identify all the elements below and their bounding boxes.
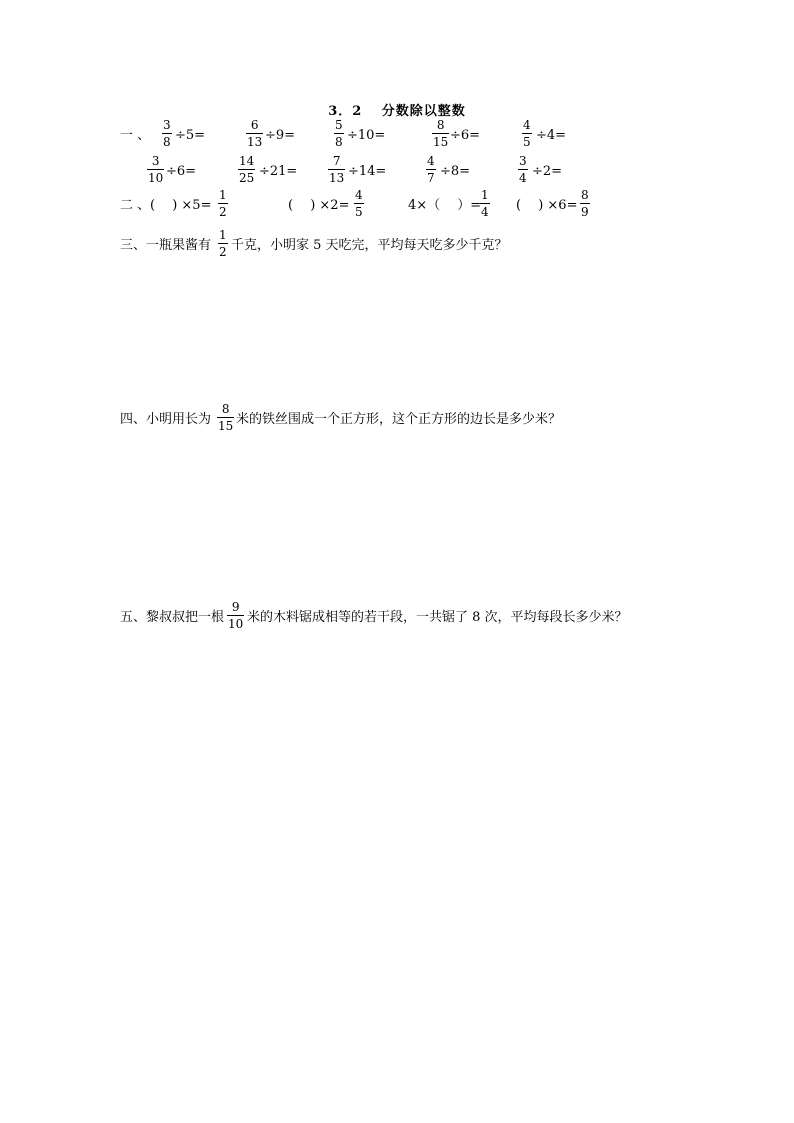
fraction: 4 7	[427, 154, 435, 185]
section5-question	[0, 598, 794, 638]
operation: ÷5=	[175, 128, 206, 143]
operation: ÷2=	[532, 164, 563, 179]
operation: ÷10=	[347, 128, 386, 143]
fraction: 3 8	[163, 118, 171, 149]
page-title: 3．2 分数除以整数	[328, 104, 466, 119]
fraction: 5 8	[335, 118, 343, 149]
section1-label: 一 、	[120, 128, 151, 143]
section4-question	[0, 400, 794, 440]
fraction: 4 5	[355, 188, 363, 219]
question-text-pre: 五、黎叔叔把一根	[120, 610, 225, 625]
fraction: 8 15	[218, 402, 234, 433]
section3-question	[0, 228, 794, 268]
blank-expression: ( ) ×5=	[150, 198, 212, 213]
blank-expression: ( ) ×6=	[516, 198, 578, 213]
fraction: 3 4	[519, 154, 527, 185]
fraction: 6 13	[247, 118, 263, 149]
fraction: 1 2	[219, 188, 227, 219]
question-text-pre: 四、小明用长为	[120, 412, 212, 427]
section2-label: 二 、	[120, 198, 151, 213]
fraction: 4 5	[523, 118, 531, 149]
fraction: 1 2	[219, 228, 227, 259]
question-text-post: 米的铁丝围成一个正方形，这个正方形的边长是多少米？	[236, 412, 562, 427]
fraction: 8 15	[433, 118, 449, 149]
fraction: 8 9	[581, 188, 589, 219]
question-text-pre: 三、一瓶果酱有	[120, 238, 212, 253]
operation: ÷8=	[440, 164, 471, 179]
operation: ÷4=	[536, 128, 567, 143]
fraction: 7 13	[329, 154, 345, 185]
fraction: 1 4	[481, 188, 489, 219]
operation: ÷6=	[450, 128, 481, 143]
blank-expression: ( ) ×2=	[288, 198, 350, 213]
operation: ÷9=	[265, 128, 296, 143]
fraction: 14 25	[239, 154, 255, 185]
section1-row1	[0, 118, 794, 158]
operation: ÷14=	[348, 164, 387, 179]
fraction: 9 10	[228, 600, 244, 631]
fraction: 3 10	[148, 154, 164, 185]
blank-expression: 4×（ ）=	[408, 198, 482, 213]
question-text-post: 千克，小明家 5 天吃完，平均每天吃多少千克？	[231, 238, 508, 253]
section2-row	[0, 188, 794, 228]
operation: ÷6=	[166, 164, 197, 179]
question-text-post: 米的木料锯成相等的若干段，一共锯了 8 次，平均每段长多少米？	[247, 610, 628, 625]
operation: ÷21=	[259, 164, 298, 179]
